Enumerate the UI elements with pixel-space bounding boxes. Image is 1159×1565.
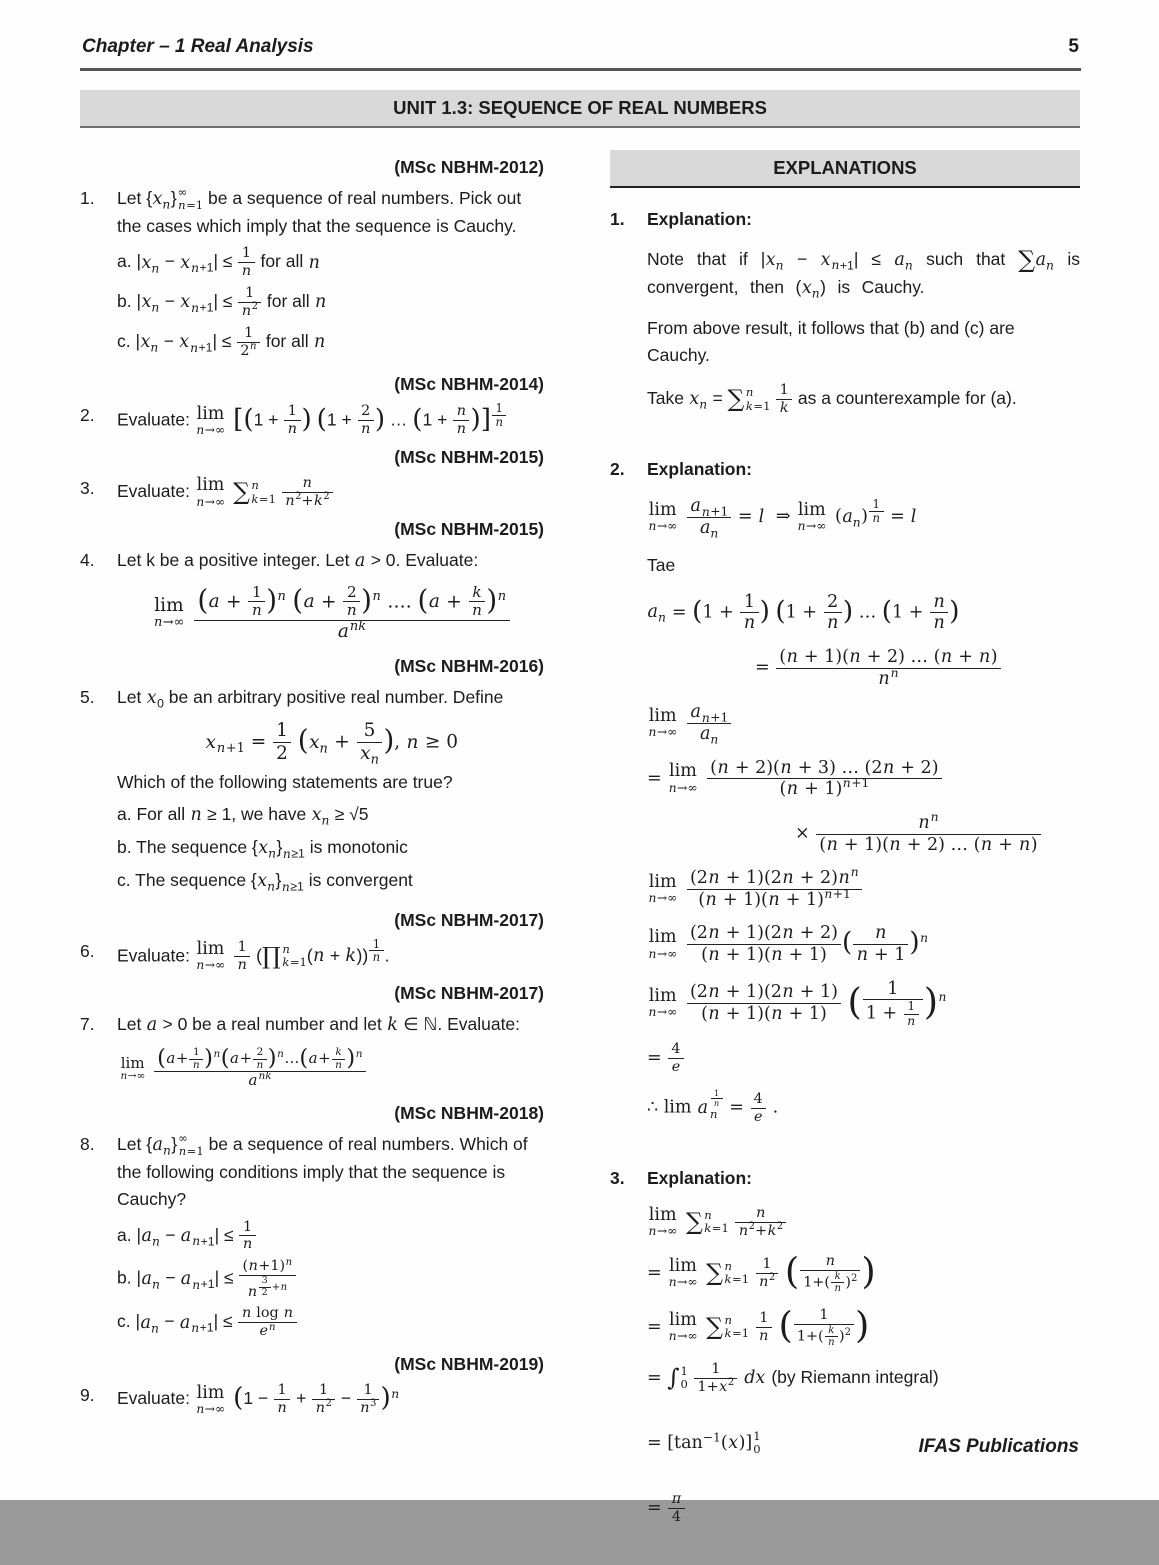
explanation-content [647, 1165, 1080, 1539]
content-columns [80, 150, 1080, 1564]
question-row [80, 185, 546, 365]
chapter-title: Chapter – 1 Real Analysis [82, 36, 314, 57]
question-item [80, 1351, 546, 1417]
page-number: 5 [1068, 36, 1079, 57]
question-body: Let $x_0$ be an arbitrary positive real number. Define $x_{n+1}$ = $\frac{1}{2}$ ($x_n$ + $\frac{5}{x_n}$ ), n ≥ 0 Which of the following statements are true? a. For all n ≥ 1, we have $x_n \ge √5$ b. The sequence $\{x_n\}_{n\ge 1}$ is monotonic c. The sequence $\{x_n\}_{n\ge 1}$ is convergent [117, 687, 504, 894]
question-row [80, 547, 546, 647]
questions-column [80, 150, 546, 1423]
question-source-tag: (MSc NBHM-2014) [394, 374, 544, 395]
question-row [80, 684, 546, 900]
question-item [80, 516, 546, 647]
explanation-title: Explanation: [647, 1167, 753, 1188]
question-source-tag: (MSc NBHM-2012) [394, 157, 544, 178]
question-item [80, 980, 546, 1094]
explanation-body: lim n→∞ $\frac{a_{n+1}}{a_n}$ = l ⇒ lim n→∞ $(a_n)$ $^{\frac{1}{n}}$ = l Tae $a_n = (1$ + $\frac{1}{n}$ ) (1 + $\frac{2}{n}$ ) … (1 + $\frac{n}{n}$ ) = $\frac{(n + 1)(n + 2) \dots (n + n)}{n^n}$ lim n→∞ $\frac{a_{n+1}}{a_n}$ = lim n→∞ $\frac{(n + 2)(n + 3) \dots (2n + 2)}{(n + 1)^{n+1}}$ × $\frac{n^n}{(n + 1)(n + 2) \dots (n + n)}$ lim n→∞ $\frac{(2n + 1)(2n + 2)n^n}{(n + 1)(n + 1)^{n+1}}$ lim n→∞ $\frac{(2n + 1)(2n + 2)}{(n + 1)(n + 1)}$ ( $\frac{n}{n + 1}$ )$^n$ lim n→∞ $\frac{(2n + 1)(2n + 1)}{(n + 1)(n + 1)}$ ( 1 1 + $\frac{1}{n}$ )$^n$ = $\frac{4}{e}$ ∴ lim a $\frac{1}{n}$ n = $\frac{4}{e}$ . [647, 496, 1080, 1125]
explanation-number: 3. [610, 1167, 625, 1188]
question-source-tag: (MSc NBHM-2017) [394, 909, 544, 930]
question-source-tag: (MSc NBHM-2015) [394, 447, 544, 468]
question-number: 4. [80, 550, 95, 571]
question-item [80, 154, 546, 365]
explanation-item [610, 1165, 1080, 1539]
question-item [80, 653, 546, 900]
explanations-banner: EXPLANATIONS [610, 150, 1080, 188]
question-row [80, 475, 546, 510]
explanations-list [610, 206, 1080, 1539]
questions-list [80, 154, 546, 1417]
question-body: Evaluate: lim n→∞ (1 − $\frac{1}{n}$ + $\frac{1}{n^2}$ − $\frac{1}{n^3}$ )$^n$ [117, 1382, 400, 1417]
question-body: Let $\{a_n\}$ ∞ n=1 be a sequence of real numbers. Which of the following conditions imply that the sequence is Cauchy? a. $|a_n - a_{n+1}|$ ≤ $\frac{1}{n}$ b. $|a_n - a_{n+1}|$ ≤ $(n+1)^n$ n $^{\frac{3}{2} +n}$ c. $|a_n - a_{n+1}|$ ≤ $\frac{\text{n log n}}{e^n}$ [117, 1131, 528, 1340]
explanation-content [647, 206, 1080, 430]
question-row [80, 1382, 546, 1417]
question-source-tag: (MSc NBHM-2015) [394, 519, 544, 540]
question-source-tag: (MSc NBHM-2019) [394, 1354, 544, 1375]
explanation-body: lim n→∞ ∑ n k=1 $\frac{n}{n^2+k^2}$ = lim n→∞ ∑ n k=1 $\frac{1}{n^2}$ ( n 1+( $\frac{k}{n}$ )$^2$ ) = lim n→∞ ∑ n k=1 $\frac{1}{n}$ ( 1 1+( $\frac{k}{n}$ )$^2$ ) = ∫ 1 0 $\frac{1}{1+x^2}$ dx (by Riemann integral) = $[\tan^{-1}(x)]$ 1 0 = $\frac{\pi}{4}$ [647, 1204, 939, 1525]
question-row [80, 402, 546, 438]
question-item [80, 444, 546, 510]
question-number: 8. [80, 1134, 95, 1155]
question-number: 2. [80, 405, 95, 426]
explanation-title: Explanation: [647, 208, 753, 229]
question-body: Let a > 0 be a real number and let k ∈ ℕ. Evaluate: lim n→∞ (a+ $\frac{1}{n}$ )$^n$(a+ $\frac{2}{n}$ )$^n$…(a+ $\frac{k}{n}$ )$^n$ $a^{nk}$ [117, 1013, 521, 1090]
question-row [80, 938, 546, 974]
question-source-tag: (MSc NBHM-2016) [394, 656, 544, 677]
question-item [80, 371, 546, 438]
question-source-tag: (MSc NBHM-2017) [394, 982, 544, 1003]
question-body: Let k be a positive integer. Let a > 0. Evaluate: lim n→∞ (a + $\frac{1}{n}$ )$^n$ (a + $\frac{2}{n}$ )$^n$ …. (a + $\frac{k}{n}$ )$^n$ $a^{nk}$ [117, 547, 546, 647]
question-body: Evaluate: lim n→∞ ∑ n k=1 $\frac{n}{n^2+k^2}$ [117, 475, 546, 510]
question-number: 1. [80, 188, 95, 209]
explanation-content [647, 456, 1080, 1138]
explanation-title: Explanation: [647, 459, 753, 480]
question-body: Let $\{x_n\}$ ∞ n=1 be a sequence of real numbers. Pick out the cases which imply that the sequence is Cauchy. a. $|x_n - x_{n+1}|$ ≤ $\frac{1}{n}$ for all n b. $|x_n - x_{n+1}|$ ≤ $\frac{1}{n^2}$ for all n c. $|x_n - x_{n+1}|$ ≤ $\frac{1}{2^n}$ for all n [117, 185, 522, 360]
question-number: 9. [80, 1385, 95, 1406]
explanation-body: Note that if $|x_n - x_{n+1}| \le a_n$ such that $\sum a_n$ is convergent, then $(x_n)$ is Cauchy. From above result, it follows that (b) and (c) are Cauchy. Take $x_n$ = ∑ n k=1 $\frac{1}{k}$ as a counterexample for (a). [647, 245, 1080, 417]
explanations-column [610, 150, 1080, 1564]
explanation-item [610, 206, 1080, 430]
question-row [80, 1131, 546, 1345]
question-item [80, 907, 546, 974]
question-number: 3. [80, 478, 95, 499]
explanation-number: 2. [610, 459, 625, 480]
question-item [80, 1100, 546, 1345]
question-row [80, 1011, 546, 1094]
question-number: 7. [80, 1013, 95, 1034]
question-source-tag: (MSc NBHM-2018) [394, 1103, 544, 1123]
question-body: Evaluate: lim n→∞ [(1 + $\frac{1}{n}$ ) (1 + $\frac{2}{n}$ ) … (1 + $\frac{n}{n}$ )] $^{\frac{1}{n}}$ [117, 402, 546, 438]
question-body: Evaluate: lim n→∞ $\frac{1}{n}$ (∏ n k=1 (n + k)) $^{\frac{1}{n}}$ . [117, 936, 390, 973]
question-number: 6. [80, 940, 95, 961]
publisher-footer: IFAS Publications [918, 1436, 1079, 1457]
question-number: 5. [80, 687, 95, 708]
explanation-item [610, 456, 1080, 1138]
page-header [80, 0, 1081, 71]
explanation-number: 1. [610, 208, 625, 229]
unit-banner: UNIT 1.3: SEQUENCE OF REAL NUMBERS [80, 90, 1080, 128]
